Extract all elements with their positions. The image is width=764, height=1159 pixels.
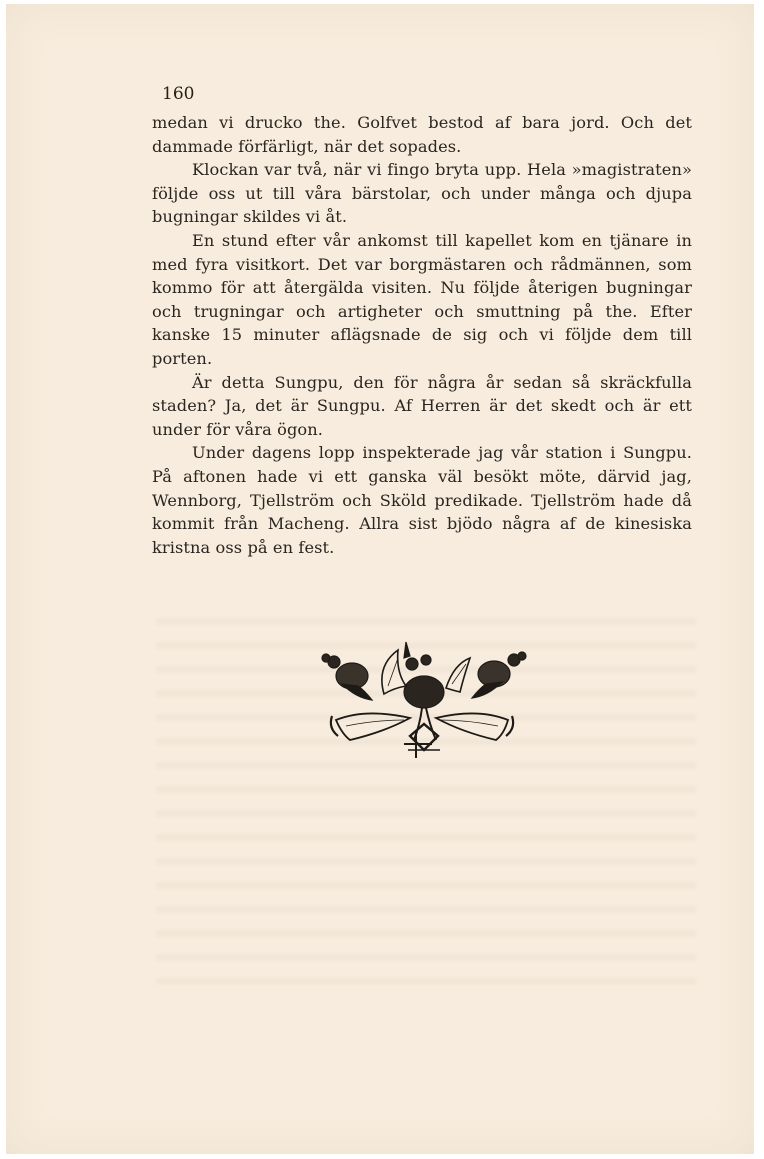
book-page — [6, 4, 754, 1154]
thistle-floral-ornament-icon — [306, 636, 538, 766]
paragraph-1: medan vi drucko the. Golfvet bestod af bara jord. Och det dammade förfärligt, när det sopades. — [152, 113, 692, 156]
paragraph-2: Klockan var två, när vi fingo bryta upp. Hela »magistraten» följde oss ut till våra bärstolar, och under många och djupa bugningar skildes vi åt. — [152, 160, 692, 227]
paragraph-3: En stund efter vår ankomst till kapellet kom en tjänare in med fyra visitkort. Det var borgmästaren och rådmännen, som kommo för att återgälda visiten. Nu följde återigen bugningar och trugningar och artigheter och smuttning på the. Efter kanske 15 minuter aflägsnade de sig och vi följde dem till porten. — [152, 230, 692, 368]
paragraph-5: Under dagens lopp inspekterade jag vår station i Sungpu. På aftonen hade vi ett ganska väl besökt möte, därvid jag, Wennborg, Tjellström och Sköld predikade. Tjellström hade då kommit från Macheng. Allra sist bjödo några af de kinesiska kristna oss på en fest. — [152, 443, 692, 557]
body-text — [152, 111, 692, 559]
paragraph-4: Är detta Sungpu, den för några år sedan så skräckfulla staden? Ja, det är Sungpu. Af Herren är det skedt och är ett under för våra ögon. — [152, 372, 692, 439]
page-number: 160 — [162, 84, 195, 104]
